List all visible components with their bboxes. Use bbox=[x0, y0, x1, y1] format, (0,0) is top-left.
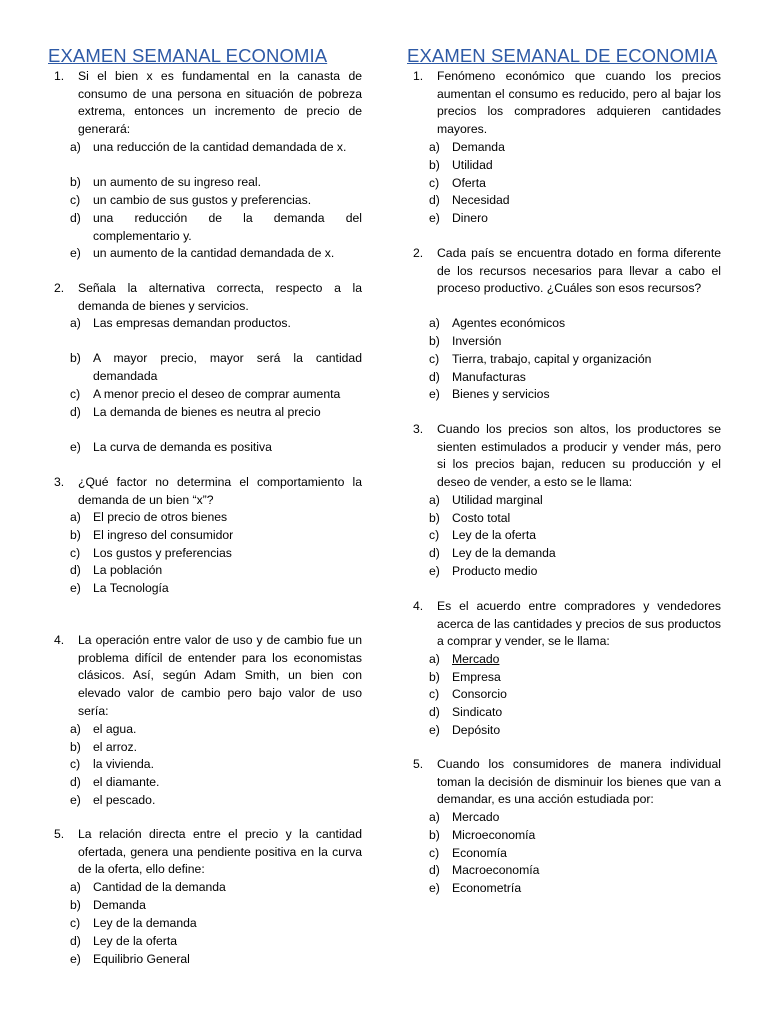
option-text: Manufacturas bbox=[452, 370, 526, 384]
question bbox=[407, 245, 721, 298]
question-number: 3. bbox=[413, 422, 424, 436]
question-text: Señala la alternativa correcta, respecto a la demanda de bienes y servicios. bbox=[78, 281, 362, 313]
answer-option bbox=[48, 192, 362, 210]
option-letter: d) bbox=[429, 863, 440, 877]
question-number: 2. bbox=[413, 246, 424, 260]
question-text: Fenómeno económico que cuando los precios aumentan el consumo es reducido, pero al bajar los precios los compradores adquieren cantidades mayores. bbox=[437, 69, 721, 137]
answer-option bbox=[407, 510, 721, 528]
option-text: una reducción de la cantidad demandada de x. bbox=[93, 140, 347, 154]
answer-option bbox=[48, 774, 362, 792]
answer-option bbox=[407, 139, 721, 157]
answer-option bbox=[48, 933, 362, 951]
question bbox=[48, 474, 362, 509]
question bbox=[48, 632, 362, 721]
question-text: La operación entre valor de uso y de cambio fue un problema difícil de entender para los economistas clásicos. Así, según Adam Smith, un bien con elevado valor de cambio pero bajo valor de uso sería: bbox=[78, 633, 362, 718]
answer-option bbox=[48, 245, 362, 263]
option-text: Equilibrio General bbox=[93, 952, 190, 966]
option-text: Inversión bbox=[452, 334, 502, 348]
option-text: la vivienda. bbox=[93, 757, 154, 771]
answer-option bbox=[407, 315, 721, 333]
answer-option bbox=[48, 792, 362, 810]
option-letter: e) bbox=[429, 211, 440, 225]
question-number: 5. bbox=[413, 757, 424, 771]
option-text: una reducción de la demanda del complementario y. bbox=[93, 211, 362, 243]
question bbox=[48, 68, 362, 139]
option-letter: b) bbox=[429, 511, 440, 525]
option-text: el arroz. bbox=[93, 740, 138, 754]
option-text: El ingreso del consumidor bbox=[93, 528, 234, 542]
answer-option bbox=[48, 721, 362, 739]
answer-option bbox=[407, 669, 721, 687]
option-letter: c) bbox=[429, 176, 440, 190]
answer-option bbox=[407, 351, 721, 369]
option-letter: c) bbox=[429, 687, 440, 701]
option-text: A mayor precio, mayor será la cantidad demandada bbox=[93, 351, 362, 383]
option-text: Ley de la oferta bbox=[93, 934, 178, 948]
answer-option bbox=[48, 210, 362, 245]
option-letter: d) bbox=[429, 193, 440, 207]
option-letter: b) bbox=[70, 175, 81, 189]
question bbox=[407, 421, 721, 492]
option-text: La demanda de bienes es neutra al precio bbox=[93, 405, 321, 419]
option-letter: e) bbox=[429, 387, 440, 401]
answer-option bbox=[48, 739, 362, 757]
option-text: Depósito bbox=[452, 723, 501, 737]
answer-option bbox=[48, 879, 362, 897]
option-letter: a) bbox=[429, 493, 440, 507]
option-text: Macroeconomía bbox=[452, 863, 540, 877]
option-text: un aumento de la cantidad demandada de x. bbox=[93, 246, 335, 260]
answer-option bbox=[407, 369, 721, 387]
option-letter: e) bbox=[70, 581, 81, 595]
option-text: Las empresas demandan productos. bbox=[93, 316, 291, 330]
option-letter: d) bbox=[429, 546, 440, 560]
option-text: La población bbox=[93, 563, 163, 577]
option-letter: a) bbox=[429, 140, 440, 154]
option-text: La Tecnología bbox=[93, 581, 169, 595]
question-text: Cuando los consumidores de manera individual toman la decisión de disminuir los bienes que van a demandar, es una acción estudiada por: bbox=[437, 757, 721, 807]
question-text: Cada país se encuentra dotado en forma diferente de los recursos necesarios para llevar a cabo el proceso productivo. ¿Cuáles son esos recursos? bbox=[437, 246, 721, 296]
option-letter: e) bbox=[429, 564, 440, 578]
option-letter: a) bbox=[70, 880, 81, 894]
option-letter: c) bbox=[429, 528, 440, 542]
answer-option bbox=[407, 880, 721, 898]
answer-option bbox=[407, 333, 721, 351]
option-text: Econometría bbox=[452, 881, 522, 895]
question-number: 1. bbox=[54, 69, 65, 83]
answer-option bbox=[48, 545, 362, 563]
answer-option bbox=[48, 315, 362, 333]
answer-option bbox=[407, 809, 721, 827]
option-text: Ley de la demanda bbox=[93, 916, 197, 930]
option-text: Costo total bbox=[452, 511, 511, 525]
option-letter: b) bbox=[70, 351, 81, 365]
question bbox=[407, 598, 721, 651]
question bbox=[48, 280, 362, 315]
option-letter: a) bbox=[70, 316, 81, 330]
option-letter: d) bbox=[429, 705, 440, 719]
answer-option bbox=[48, 386, 362, 404]
answer-option bbox=[407, 827, 721, 845]
answer-option bbox=[407, 722, 721, 740]
question-number: 5. bbox=[54, 827, 65, 841]
option-letter: a) bbox=[429, 652, 440, 666]
question-number: 1. bbox=[413, 69, 424, 83]
answer-option bbox=[48, 509, 362, 527]
question-number: 3. bbox=[54, 475, 65, 489]
answer-option bbox=[48, 562, 362, 580]
option-text: un aumento de su ingreso real. bbox=[93, 175, 262, 189]
option-letter: b) bbox=[429, 670, 440, 684]
option-letter: b) bbox=[70, 528, 81, 542]
answer-option bbox=[48, 139, 362, 157]
question-text: ¿Qué factor no determina el comportamiento la demanda de un bien “x”? bbox=[78, 475, 362, 507]
option-letter: b) bbox=[70, 740, 81, 754]
option-letter: e) bbox=[70, 793, 81, 807]
answer-option bbox=[407, 210, 721, 228]
option-letter: b) bbox=[429, 828, 440, 842]
option-letter: e) bbox=[429, 723, 440, 737]
question-number: 2. bbox=[54, 281, 65, 295]
option-text: Ley de la demanda bbox=[452, 546, 556, 560]
question bbox=[407, 756, 721, 809]
answer-option bbox=[48, 350, 362, 385]
option-text: Microeconomía bbox=[452, 828, 536, 842]
option-letter: d) bbox=[70, 563, 81, 577]
option-text: Empresa bbox=[452, 670, 501, 684]
option-letter: c) bbox=[70, 387, 81, 401]
option-text: La curva de demanda es positiva bbox=[93, 440, 272, 454]
option-letter: c) bbox=[70, 916, 81, 930]
option-text: el pescado. bbox=[93, 793, 156, 807]
answer-option bbox=[407, 545, 721, 563]
question-text: Si el bien x es fundamental en la canasta de consumo de una persona en situación de pobreza extrema, entonces un incremento de precio de generará: bbox=[78, 69, 362, 137]
answer-option bbox=[407, 563, 721, 581]
option-text: Producto medio bbox=[452, 564, 538, 578]
option-text: Bienes y servicios bbox=[452, 387, 550, 401]
option-letter: d) bbox=[70, 934, 81, 948]
option-letter: d) bbox=[70, 211, 81, 225]
answer-option bbox=[48, 756, 362, 774]
option-letter: e) bbox=[70, 440, 81, 454]
answer-option bbox=[48, 897, 362, 915]
question-number: 4. bbox=[413, 599, 424, 613]
answer-option bbox=[48, 439, 362, 457]
option-letter: b) bbox=[429, 334, 440, 348]
option-text: el agua. bbox=[93, 722, 137, 736]
question bbox=[407, 68, 721, 139]
option-letter: b) bbox=[429, 158, 440, 172]
option-text: Utilidad bbox=[452, 158, 493, 172]
option-text: Oferta bbox=[452, 176, 486, 190]
answer-option bbox=[407, 845, 721, 863]
question-text: Cuando los precios son altos, los productores se sienten estimulados a producir y vender más, pero si los precios bajan, reducen su producción y el deseo de vender, a esto se le llama: bbox=[437, 422, 721, 490]
option-letter: c) bbox=[429, 352, 440, 366]
answer-option bbox=[407, 175, 721, 193]
option-letter: d) bbox=[429, 370, 440, 384]
option-text: Sindicato bbox=[452, 705, 503, 719]
option-text: Demanda bbox=[452, 140, 505, 154]
option-letter: c) bbox=[70, 546, 81, 560]
question-number: 4. bbox=[54, 633, 65, 647]
option-text: Agentes económicos bbox=[452, 316, 566, 330]
answer-option bbox=[48, 527, 362, 545]
question-text: La relación directa entre el precio y la cantidad ofertada, genera una pendiente positiva en la curva de la oferta, ello define: bbox=[78, 827, 362, 877]
option-text: Ley de la oferta bbox=[452, 528, 537, 542]
option-letter: c) bbox=[429, 846, 440, 860]
answer-option bbox=[407, 386, 721, 404]
option-text: Cantidad de la demanda bbox=[93, 880, 226, 894]
option-text: A menor precio el deseo de comprar aumenta bbox=[93, 387, 341, 401]
answer-option bbox=[48, 174, 362, 192]
option-text: Economía bbox=[452, 846, 507, 860]
option-text: el diamante. bbox=[93, 775, 160, 789]
option-letter: e) bbox=[70, 952, 81, 966]
option-text: Dinero bbox=[452, 211, 488, 225]
answer-option bbox=[407, 527, 721, 545]
option-text: Mercado bbox=[452, 810, 500, 824]
option-text: Necesidad bbox=[452, 193, 510, 207]
option-letter: a) bbox=[70, 722, 81, 736]
left-exam-title: EXAMEN SEMANAL ECONOMIA bbox=[48, 45, 328, 66]
option-letter: d) bbox=[70, 775, 81, 789]
answer-option bbox=[407, 157, 721, 175]
option-text: El precio de otros bienes bbox=[93, 510, 228, 524]
option-text: Utilidad marginal bbox=[452, 493, 543, 507]
option-letter: a) bbox=[70, 510, 81, 524]
option-text: Demanda bbox=[93, 898, 146, 912]
option-letter: c) bbox=[70, 193, 81, 207]
option-letter: a) bbox=[70, 140, 81, 154]
option-letter: c) bbox=[70, 757, 81, 771]
option-letter: b) bbox=[70, 898, 81, 912]
answer-option bbox=[48, 915, 362, 933]
right-exam-title: EXAMEN SEMANAL DE ECONOMIA bbox=[407, 45, 718, 66]
answer-option bbox=[407, 686, 721, 704]
option-letter: a) bbox=[429, 316, 440, 330]
answer-option bbox=[407, 704, 721, 722]
option-letter: e) bbox=[70, 246, 81, 260]
answer-option bbox=[407, 192, 721, 210]
answer-option bbox=[48, 580, 362, 598]
option-text: Los gustos y preferencias bbox=[93, 546, 232, 560]
question-text: Es el acuerdo entre compradores y vendedores acerca de las cantidades y precios de sus productos a comprar y vender, se le llama: bbox=[437, 599, 721, 649]
option-letter: a) bbox=[429, 810, 440, 824]
option-text: un cambio de sus gustos y preferencias. bbox=[93, 193, 312, 207]
option-letter: d) bbox=[70, 405, 81, 419]
question bbox=[48, 826, 362, 879]
answer-option bbox=[48, 404, 362, 422]
option-text: Mercado bbox=[452, 652, 500, 666]
answer-option bbox=[407, 651, 721, 669]
option-text: Tierra, trabajo, capital y organización bbox=[452, 352, 652, 366]
answer-option bbox=[48, 951, 362, 969]
option-text: Consorcio bbox=[452, 687, 507, 701]
option-letter: e) bbox=[429, 881, 440, 895]
answer-option bbox=[407, 862, 721, 880]
answer-option bbox=[407, 492, 721, 510]
